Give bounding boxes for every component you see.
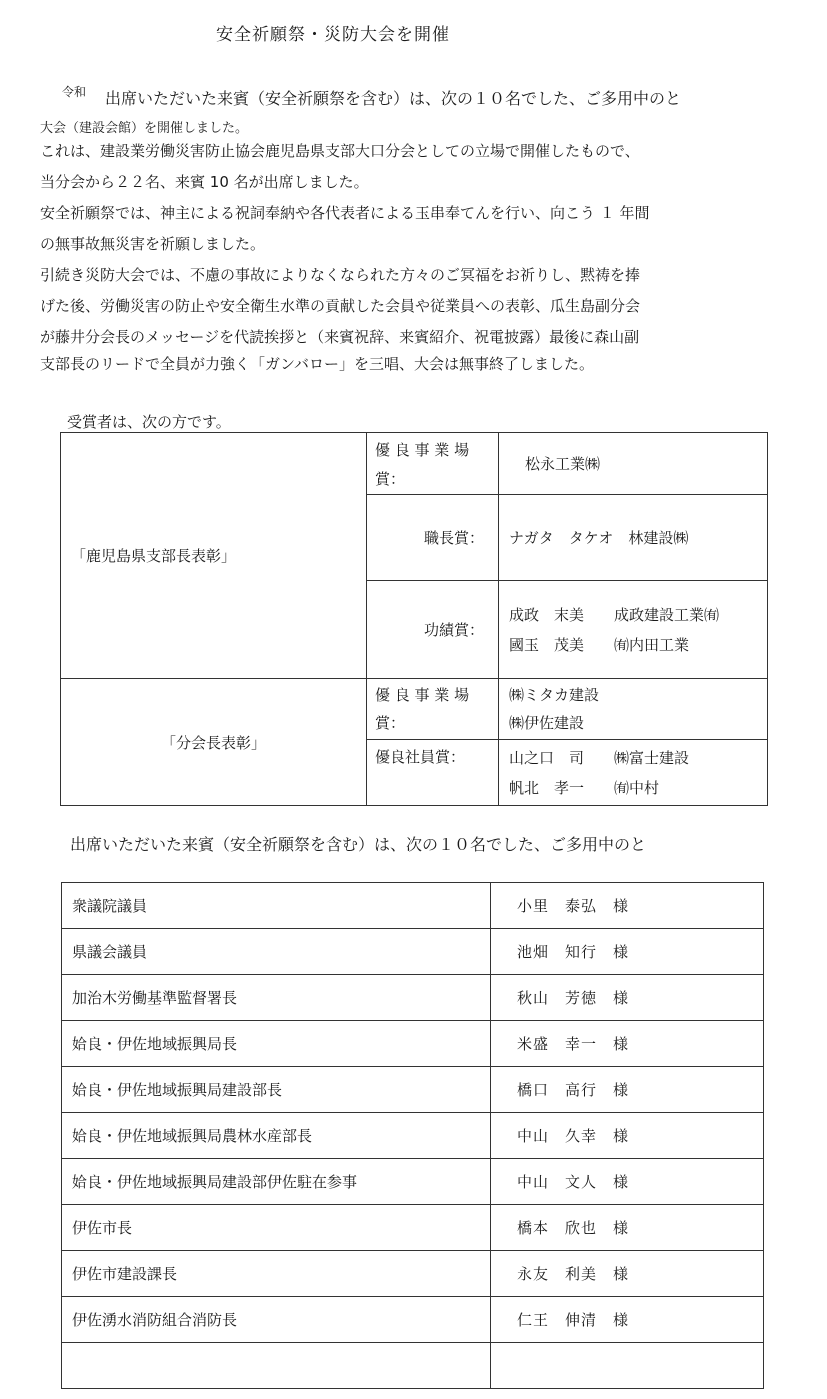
table-row bbox=[62, 1343, 764, 1389]
guest-role: 加治木労働基準監督署長 bbox=[62, 975, 491, 1021]
guest-role bbox=[62, 1343, 491, 1389]
guest-name: 米盛 幸一 様 bbox=[491, 1021, 764, 1067]
guest-role: 伊佐市長 bbox=[62, 1205, 491, 1251]
table-row bbox=[62, 1021, 764, 1067]
guest-name: 永友 利美 様 bbox=[491, 1251, 764, 1297]
table-row bbox=[62, 1159, 764, 1205]
intro-line: 引続き災防大会では、不慮の事故によりなくなられた方々のご冥福をお祈りし、黙祷を捧 bbox=[40, 266, 641, 284]
guest-role: 衆議院議員 bbox=[62, 883, 491, 929]
guest-name: 秋山 芳徳 様 bbox=[491, 975, 764, 1021]
recipient-line: ㈱ミタカ建設 bbox=[509, 686, 600, 704]
intro-line: 当分会から２２名、来賓 10 名が出席しました。 bbox=[40, 173, 369, 191]
award-group-label-text: 「分会長表彰」 bbox=[160, 733, 266, 752]
table-row bbox=[62, 1297, 764, 1343]
intro-line: 支部長のリードで全員が力強く「ガンバロー」を三唱、大会は無事終了しました。 bbox=[40, 355, 594, 373]
recipient-line: 國玉 茂美 ㈲内田工業 bbox=[509, 635, 690, 654]
table-row bbox=[62, 1251, 764, 1297]
award-recipients bbox=[499, 679, 768, 740]
table-row bbox=[61, 679, 768, 740]
award-category-text: 功績賞： bbox=[423, 621, 484, 639]
recipient-line: 松永工業㈱ bbox=[525, 455, 601, 473]
guest-role: 伊佐市建設課長 bbox=[62, 1251, 491, 1297]
award-category bbox=[367, 433, 499, 495]
table-row bbox=[62, 1113, 764, 1159]
award-category bbox=[367, 495, 499, 581]
recipient-line: 山之口 司 ㈱富士建設 bbox=[509, 748, 690, 767]
award-category-text: 賞： bbox=[375, 714, 406, 732]
award-category-text: 優 良 事 業 場 bbox=[375, 686, 470, 704]
award-recipients bbox=[499, 433, 768, 495]
table-row bbox=[62, 929, 764, 975]
award-group-label bbox=[61, 679, 367, 806]
guest-role: 姶良・伊佐地域振興局農林水産部長 bbox=[62, 1113, 491, 1159]
award-group-label bbox=[61, 433, 367, 679]
page-title: 安全祈願祭・災防大会を開催 bbox=[216, 25, 450, 45]
awards-table bbox=[60, 432, 768, 806]
guest-name: 小里 泰弘 様 bbox=[491, 883, 764, 929]
intro-line: これは、建設業労働災害防止協会鹿児島県支部大口分会としての立場で開催したもので、 bbox=[40, 142, 640, 160]
award-group-label-text: 「鹿児島県支部長表彰」 bbox=[71, 547, 237, 565]
guest-role: 姶良・伊佐地域振興局建設部長 bbox=[62, 1067, 491, 1113]
awards-intro: 受賞者は、次の方です。 bbox=[67, 413, 231, 431]
intro-line: が藤井分会長のメッセージを代読挨拶と（来賓祝辞、来賓紹介、祝電披露）最後に森山副 bbox=[40, 328, 640, 346]
recipient-line: 成政 末美 成政建設工業㈲ bbox=[509, 605, 720, 624]
intro-line: の無事故無災害を祈願しました。 bbox=[40, 235, 266, 253]
guest-name: 中山 文人 様 bbox=[491, 1159, 764, 1205]
award-recipients bbox=[499, 581, 768, 679]
award-category bbox=[367, 581, 499, 679]
recipient-line: 帆北 孝一 ㈲中村 bbox=[509, 778, 660, 797]
table-row bbox=[61, 433, 768, 495]
intro-line: 大会（建設会館）を開催しました。 bbox=[40, 121, 249, 136]
award-category bbox=[367, 679, 499, 740]
overlapping-guest-line: 出席いただいた来賓（安全祈願祭を含む）は、次の１０名でした、ご多用中のと bbox=[105, 89, 682, 108]
intro-line: げた後、労働災害の防止や安全衛生水準の貢献した会員や従業員への表彰、瓜生島副分会 bbox=[40, 297, 641, 315]
table-row bbox=[62, 883, 764, 929]
table-row bbox=[62, 975, 764, 1021]
guest-name: 橋本 欣也 様 bbox=[491, 1205, 764, 1251]
award-category bbox=[367, 740, 499, 806]
table-row bbox=[62, 1067, 764, 1113]
guest-role: 伊佐湧水消防組合消防長 bbox=[62, 1297, 491, 1343]
guest-name: 中山 久幸 様 bbox=[491, 1113, 764, 1159]
guest-role: 県議会議員 bbox=[62, 929, 491, 975]
guest-name: 橋口 高行 様 bbox=[491, 1067, 764, 1113]
intro-line: 安全祈願祭では、神主による祝詞奉納や各代表者による玉串奉てんを行い、向こう １ 年間 bbox=[40, 204, 650, 222]
guests-intro: 出席いただいた来賓（安全祈願祭を含む）は、次の１０名でした、ご多用中のと bbox=[70, 835, 647, 854]
award-category-text: 優良社員賞： bbox=[375, 748, 466, 766]
award-recipients bbox=[499, 495, 768, 581]
award-category-text: 職長賞： bbox=[423, 529, 484, 547]
guest-name: 池畑 知行 様 bbox=[491, 929, 764, 975]
guest-role: 姶良・伊佐地域振興局長 bbox=[62, 1021, 491, 1067]
award-recipients bbox=[499, 740, 768, 806]
recipient-line: ㈱伊佐建設 bbox=[509, 714, 585, 732]
recipient-line: ナガタ タケオ 林建設㈱ bbox=[509, 529, 689, 547]
era-fragment: 令和 bbox=[62, 85, 87, 99]
guest-role: 姶良・伊佐地域振興局建設部伊佐駐在参事 bbox=[62, 1159, 491, 1205]
table-row bbox=[62, 1205, 764, 1251]
guest-name: 仁王 伸清 様 bbox=[491, 1297, 764, 1343]
guest-name bbox=[491, 1343, 764, 1389]
award-category-text: 優 良 事 業 場 bbox=[375, 440, 470, 459]
award-category-text: 賞： bbox=[375, 469, 406, 488]
guests-table bbox=[61, 882, 764, 1389]
